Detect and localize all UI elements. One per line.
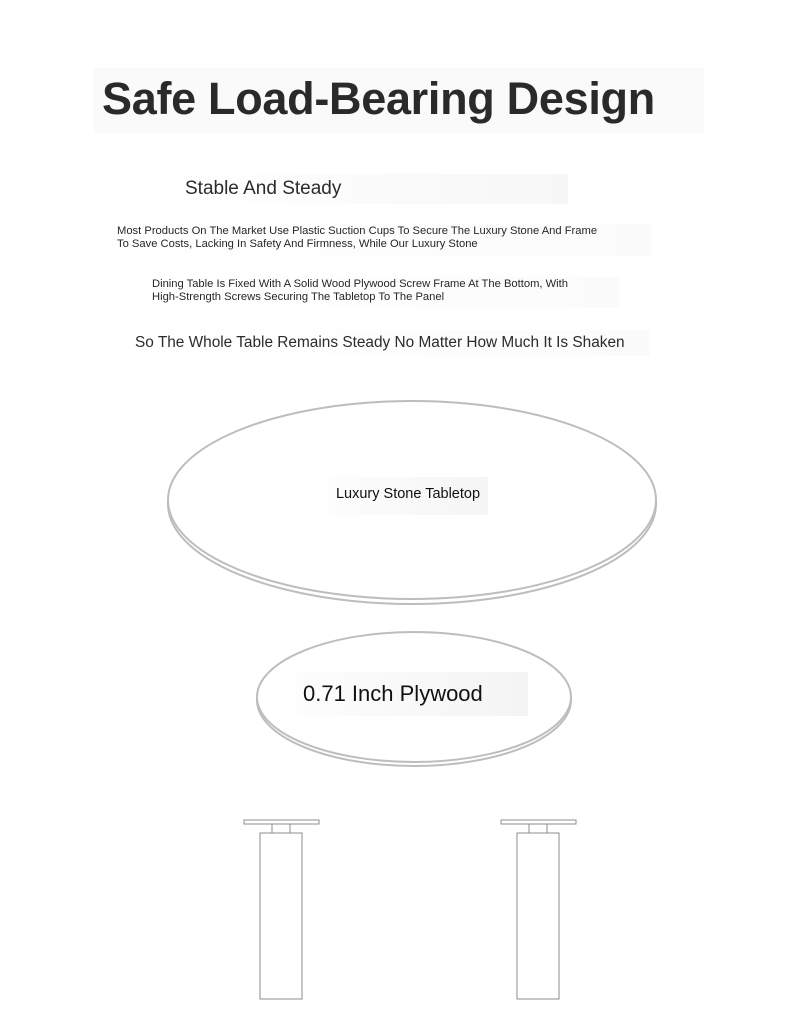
- page-title: Safe Load-Bearing Design: [94, 68, 704, 134]
- plywood-label: 0.71 Inch Plywood: [296, 672, 528, 716]
- section-subtitle: Stable And Steady: [178, 174, 568, 204]
- tagline: So The Whole Table Remains Steady No Matter How Much It Is Shaken: [130, 330, 650, 356]
- table-leg-right: [501, 820, 576, 999]
- description-line: To Save Costs, Lacking In Safety And Firmness, While Our Luxury Stone: [117, 238, 478, 251]
- description-line: Most Products On The Market Use Plastic Suction Cups To Secure The Luxury Stone And Frame: [117, 225, 598, 237]
- table-leg-left: [244, 820, 319, 999]
- description-line: High-Strength Screws Securing The Tabletop To The Panel: [152, 291, 445, 304]
- tabletop-label: Luxury Stone Tabletop: [328, 477, 488, 515]
- description-line: Dining Table Is Fixed With A Solid Wood Plywood Screw Frame At The Bottom, With: [152, 278, 568, 290]
